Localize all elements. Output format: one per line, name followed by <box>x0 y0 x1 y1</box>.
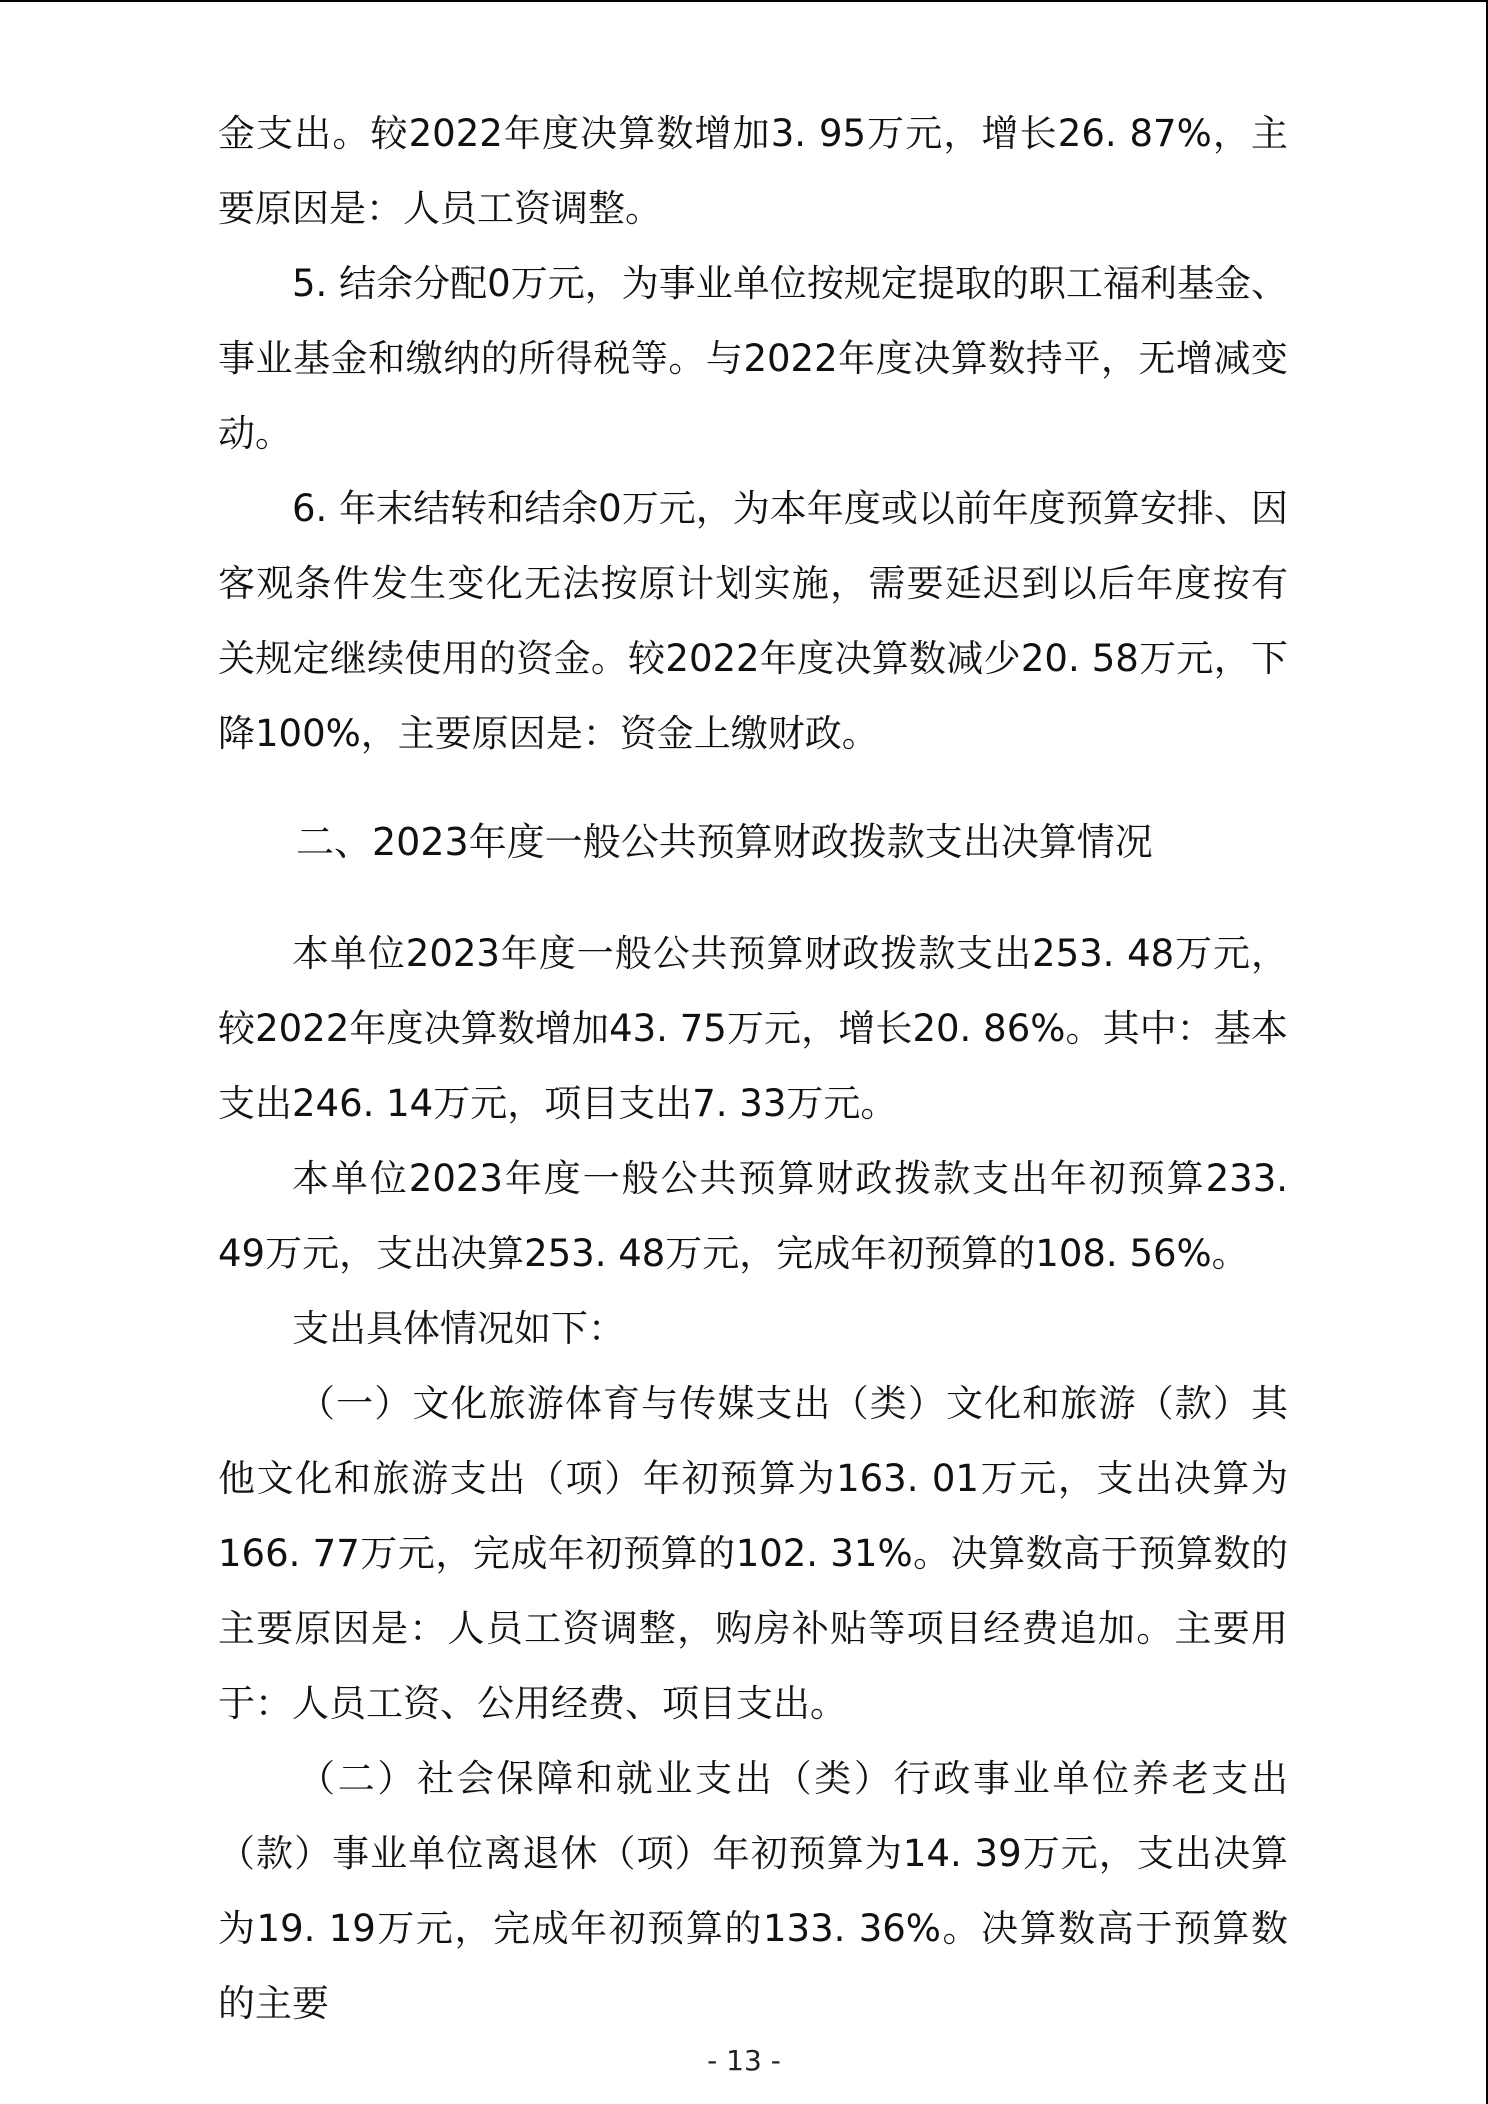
paragraph-item-social-security: （二）社会保障和就业支出（类）行政事业单位养老支出（款）事业单位离退休（项）年初预算为14. 39万元，支出决算为19. 19万元，完成年初预算的133. 36%。决算数高于预算数的主要 <box>218 1757 1288 2025</box>
section-heading: 二、2023年度一般公共预算财政拨款支出决算情况 <box>296 820 1153 864</box>
paragraph-details-intro: 支出具体情况如下： <box>292 1307 625 1350</box>
paragraph-budget-completion: 本单位2023年度一般公共预算财政拨款支出年初预算233. 49万元，支出决算253. 48万元，完成年初预算的108. 56%。 <box>218 1157 1288 1275</box>
paragraph-item-culture-tourism: （一）文化旅游体育与传媒支出（类）文化和旅游（款）其他文化和旅游支出（项）年初预算为163. 01万元，支出决算为166. 77万元，完成年初预算的102. 31%。决算数高于预算数的主要原因是：人员工资调整，购房补贴等项目经费追加。主要用于：人员工资、公用经费、项目支出。 <box>218 1382 1288 1725</box>
document-body <box>218 96 1288 2041</box>
page-number: - 13 - <box>707 2044 781 2077</box>
paragraph-year-end-balance: 6. 年末结转和结余0万元，为本年度或以前年度预算安排、因客观条件发生变化无法按原计划实施，需要延迟到以后年度按有关规定继续使用的资金。较2022年度决算数减少20. 58万元，下降100%，主要原因是：资金上缴财政。 <box>218 487 1288 755</box>
paragraph-expenditure-total: 本单位2023年度一般公共预算财政拨款支出253. 48万元，较2022年度决算数增加43. 75万元，增长20. 86%。其中：基本支出246. 14万元，项目支出7. 33万元。 <box>218 932 1288 1125</box>
paragraph-continuation: 金支出。较2022年度决算数增加3. 95万元，增长26. 87%，主要原因是：人员工资调整。 <box>218 112 1288 230</box>
paragraph-surplus-distribution: 5. 结余分配0万元，为事业单位按规定提取的职工福利基金、事业基金和缴纳的所得税等。与2022年度决算数持平，无增减变动。 <box>218 262 1288 455</box>
